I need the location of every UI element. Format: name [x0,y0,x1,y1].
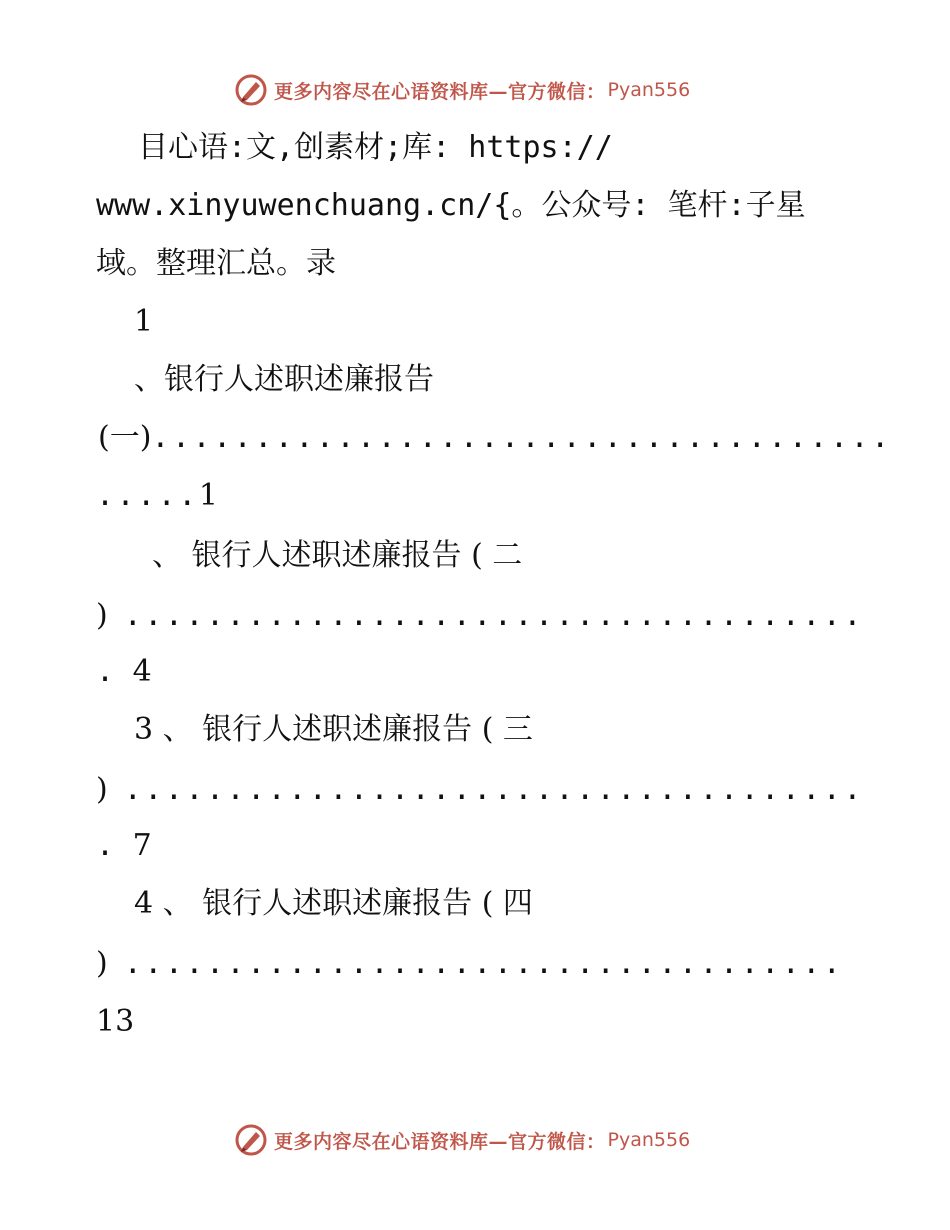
banner-text: 更多内容尽在心语资料库—官方微信： [274,1130,606,1153]
toc-item-2-title: 、 银行人述职述廉报告 ( 二 [152,538,523,573]
toc-item-4-paren: ) [96,946,108,981]
toc-item-2-paren: ) [96,598,108,633]
pen-logo-icon [234,1123,268,1157]
toc-item-1-number: 1 [134,304,154,339]
toc-item-3-dots: .................................... [123,772,864,807]
toc-item-3-paren: ) [96,772,108,807]
toc-item-2-page[interactable]: 4 [132,654,152,689]
intro-line-3: 域。整理汇总。录 [96,246,336,281]
banner-wechat-id: Pyan556 [607,1129,691,1151]
toc-item-1-page[interactable]: 1 [198,478,218,513]
toc-item-2-dots-cont: . [96,654,117,689]
toc-item-1-dots-cont: ..... [96,478,199,513]
toc-item-1-leader [98,418,892,458]
toc-item-4-title: 4 、 银行人述职述廉报告 ( 四 [134,886,533,921]
header-banner [234,72,690,108]
toc-item-2-page-line [96,652,152,692]
footer-banner [234,1122,690,1158]
toc-item-3-page-line [96,826,152,866]
intro-line-2: www.xinyuwenchuang.cn/{。公众号: 笔杆:子星 [96,188,806,223]
toc-item-4-dots: ................................... [123,946,844,981]
pen-logo-icon [234,73,268,107]
toc-item-3-title: 3 、 银行人述职述廉报告 ( 三 [134,712,533,747]
toc-item-4-page[interactable]: 13 [96,1004,135,1039]
banner-wechat-id: Pyan556 [607,79,691,101]
toc-item-2-leader [96,596,864,636]
toc-item-2-dots: .................................... [123,598,864,633]
toc-item-3-dots-cont: . [96,828,117,863]
toc-item-1-page-line [96,476,218,516]
toc-item-4-leader [96,944,843,984]
toc-item-3-leader [96,770,864,810]
toc-item-1-dots: .................................... [151,420,892,455]
banner-text: 更多内容尽在心语资料库—官方微信： [274,80,606,103]
intro-line-1: 目心语:文,创素材;库: https:// [138,130,613,165]
toc-item-1-title: 、银行人述职述廉报告 [134,362,434,397]
toc-item-1-paren: (一) [98,420,152,455]
toc-item-3-page[interactable]: 7 [132,828,152,863]
